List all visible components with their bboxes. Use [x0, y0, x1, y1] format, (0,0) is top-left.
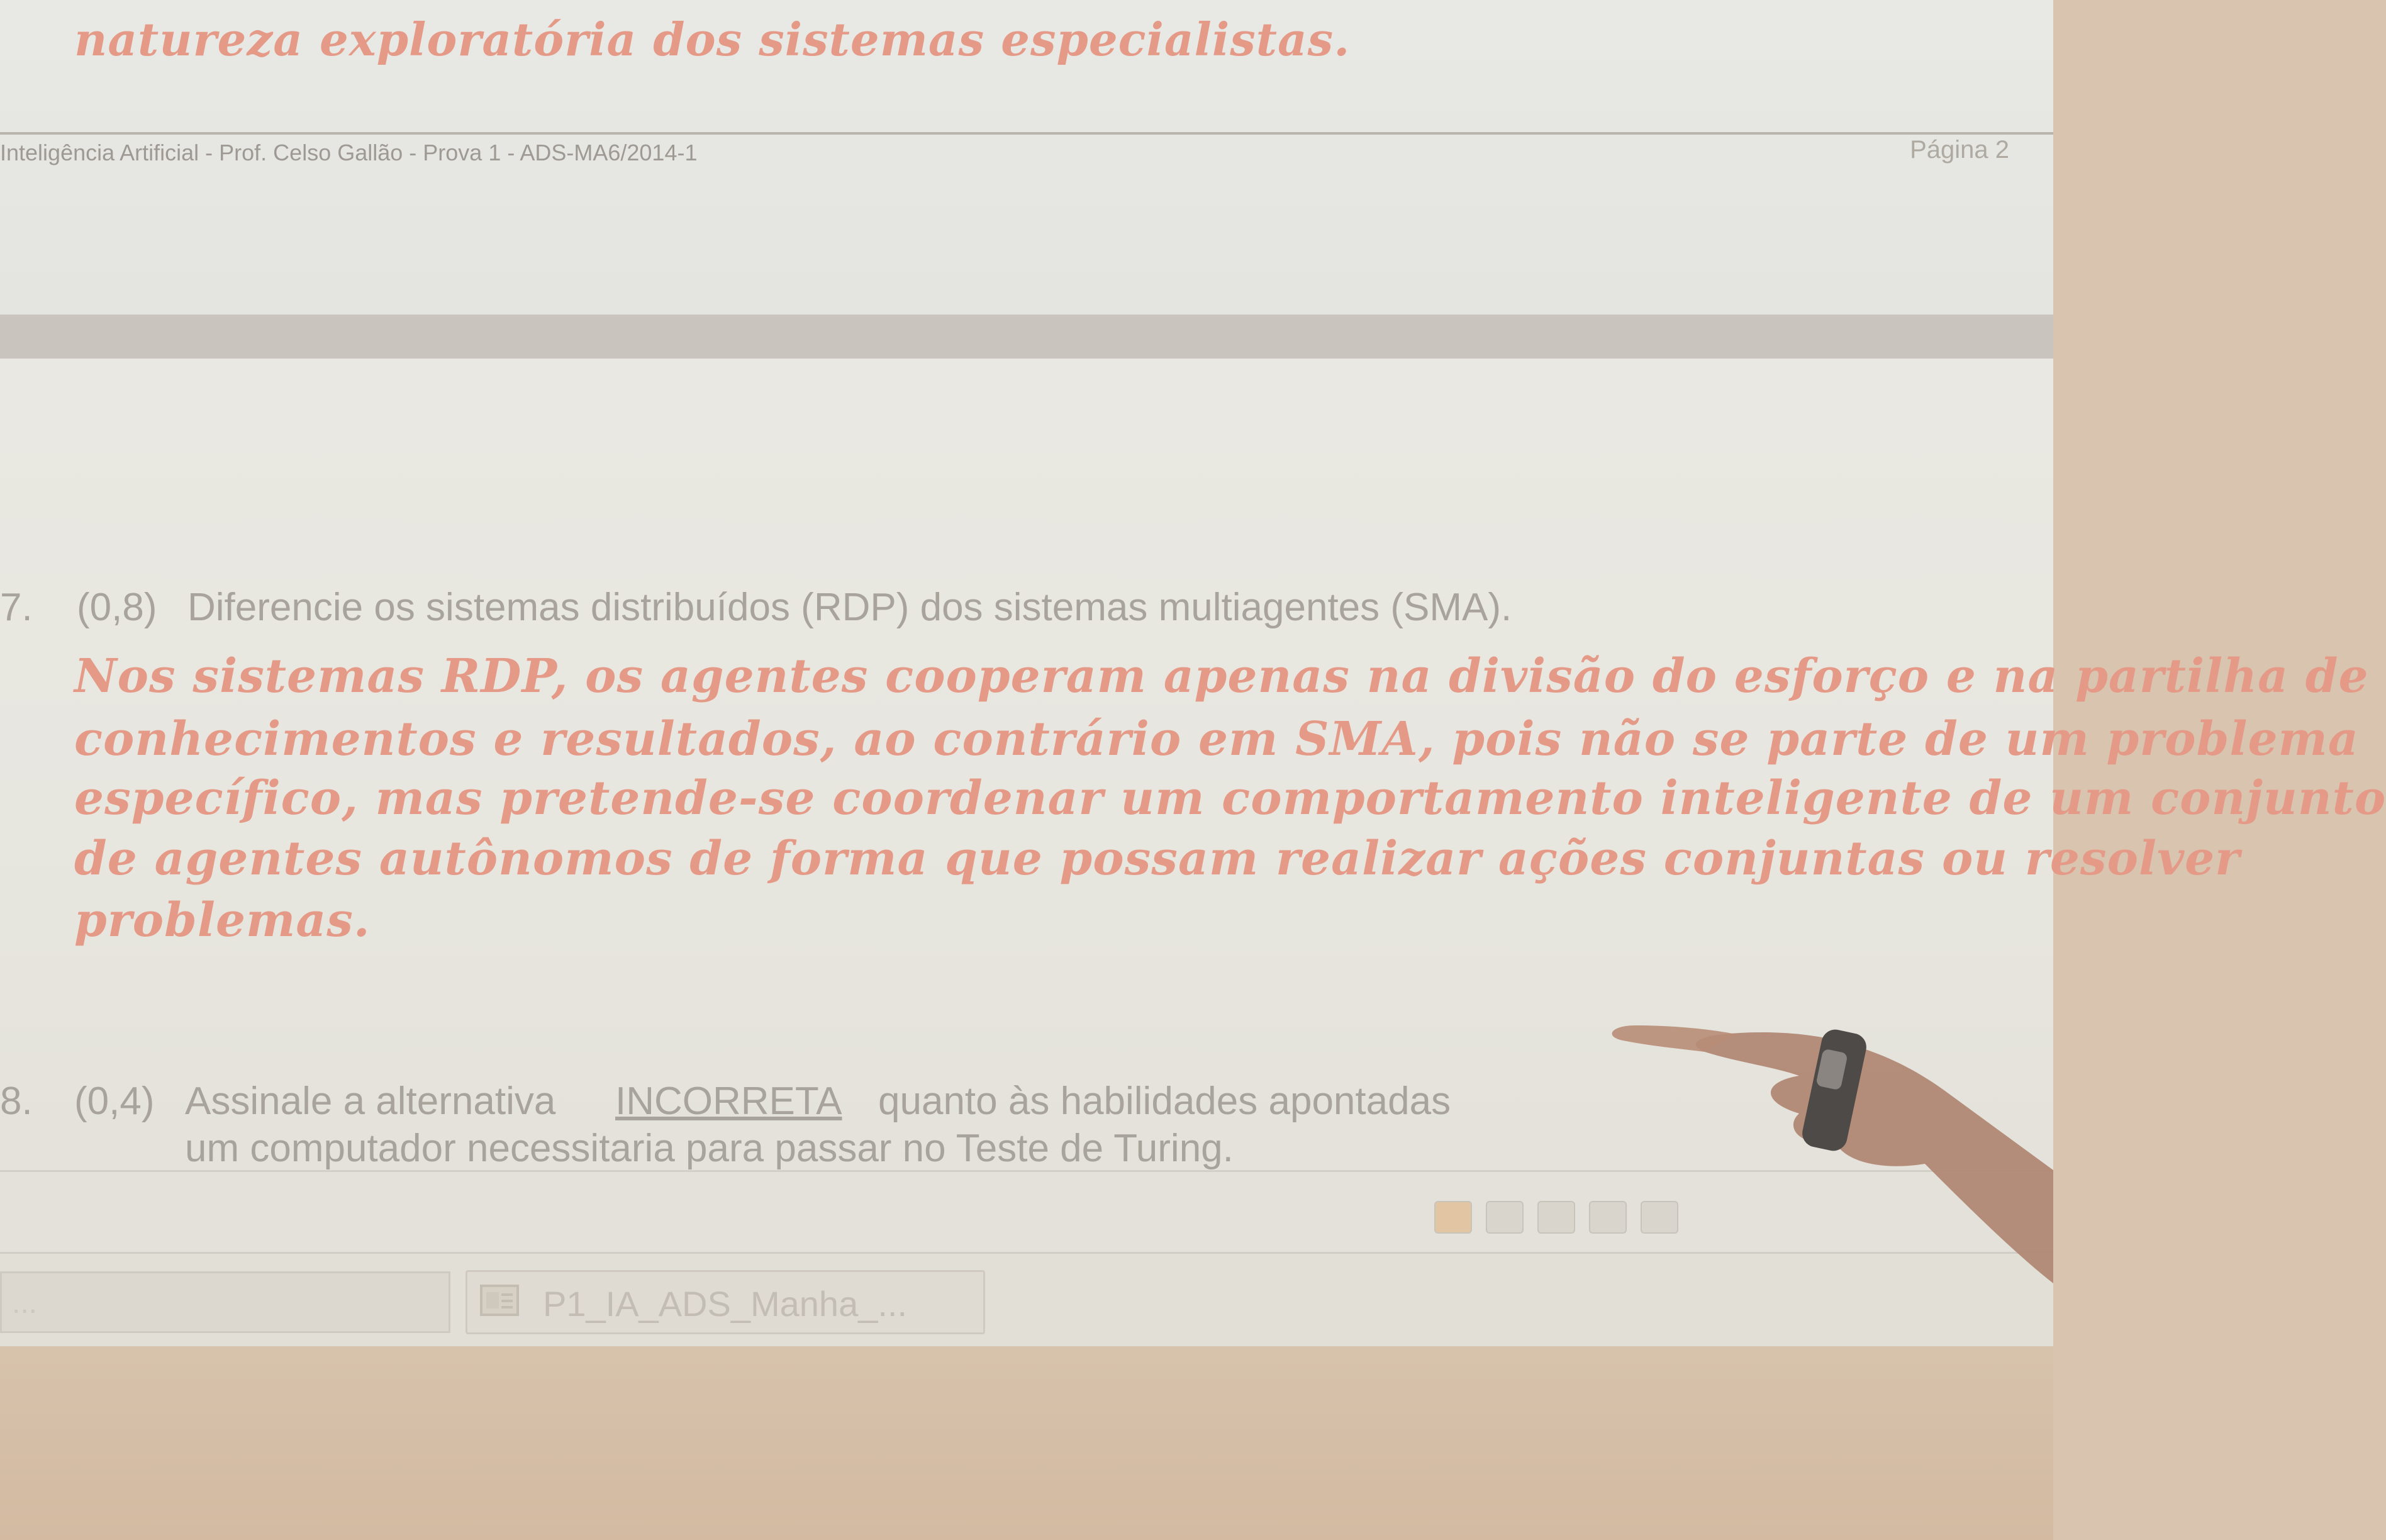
page-footer-title: Inteligência Artificial - Prof. Celso Gallão - Prova 1 - ADS-MA6/2014-1	[0, 140, 698, 165]
question-7-prompt: Diferencie os sistemas distribuídos (RDP) dos sistemas multiagentes (SMA).	[187, 586, 1512, 629]
answer-line: Nos sistemas RDP, os agentes cooperam apenas na divisão do esforço e na partilha de	[74, 649, 2369, 703]
word-document-icon	[479, 1282, 520, 1319]
taskbar-document-button[interactable]	[465, 1270, 985, 1334]
previous-answer-text: natureza exploratória dos sistemas especialistas.	[74, 13, 1351, 66]
footer-divider	[0, 132, 2053, 135]
page-separator	[0, 315, 2053, 359]
pointing-hand-icon	[1409, 956, 2053, 1346]
page-footer-number: Página 2	[1910, 136, 2009, 164]
taskbar-document-label: P1_IA_ADS_Manha_...	[543, 1284, 908, 1324]
answer-line: conhecimentos e resultados, ao contrário em SMA, pois não se parte de um problema	[74, 712, 2359, 766]
answer-line: de agentes autônomos de forma que possam realizar ações conjuntas ou resolver	[74, 832, 2241, 886]
answer-line: específico, mas pretende-se coordenar um comportamento inteligente de um conjunto	[74, 771, 2386, 825]
taskbar-search-field[interactable]	[0, 1271, 450, 1333]
question-7-score: (0,8)	[77, 586, 157, 629]
question-8-prompt-end: quanto às habilidades apontadas	[878, 1080, 1451, 1123]
question-8-prompt-line2: um computador necessitaria para passar no Teste de Turing.	[185, 1127, 1234, 1170]
question-7-number: 7.	[0, 586, 33, 629]
question-8-score: (0,4)	[74, 1080, 155, 1123]
document-page-previous	[0, 0, 2053, 315]
wall-below-screen	[0, 1346, 2053, 1540]
question-8-prompt-start: Assinale a alternativa	[185, 1080, 556, 1123]
question-8-number: 8.	[0, 1080, 33, 1123]
question-8-keyword: INCORRETA	[615, 1080, 842, 1123]
taskbar-field-text: ...	[12, 1286, 38, 1320]
answer-line: problemas.	[74, 893, 371, 947]
